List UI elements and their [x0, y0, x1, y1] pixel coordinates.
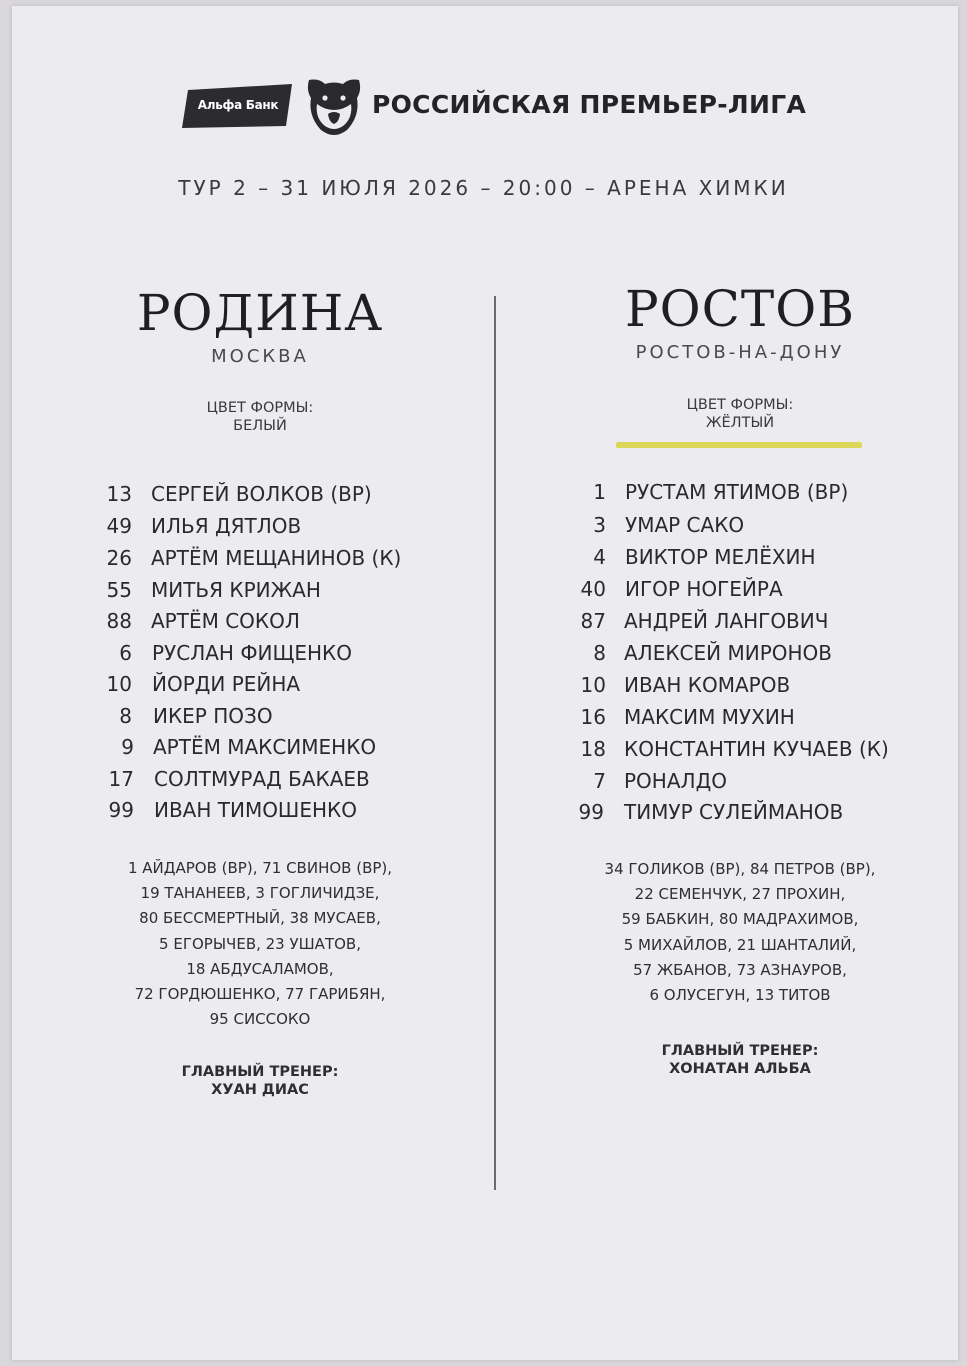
home-player	[50, 641, 470, 673]
away-kit-color-swatch	[616, 442, 862, 448]
player-name: АРТЁМ МАКСИМЕНКО	[153, 735, 377, 759]
player-number: 7	[593, 769, 606, 793]
away-player	[530, 641, 950, 673]
home-player	[50, 767, 470, 799]
away-subs-line: 22 СЕМЕНЧУК, 27 ПРОХИН,	[634, 885, 846, 904]
player-name: ИКЕР ПОЗО	[153, 704, 273, 728]
home-kit-color: БЕЛЫЙ	[233, 418, 287, 434]
player-name: СОЛТМУРАД БАКАЕВ	[154, 767, 370, 791]
player-number: 8	[593, 641, 606, 665]
player-name: ВИКТОР МЕЛЁХИН	[625, 545, 816, 569]
away-player	[530, 673, 950, 705]
away-coach-label: ГЛАВНЫЙ ТРЕНЕР:	[661, 1043, 819, 1059]
home-player	[50, 514, 470, 546]
home-player	[50, 735, 470, 767]
home-team-city: МОСКВА	[211, 346, 309, 367]
player-number: 16	[580, 705, 606, 729]
player-name: ИГОР НОГЕЙРА	[625, 577, 783, 601]
home-subs-line: 95 СИССОКО	[209, 1010, 311, 1029]
player-number: 9	[121, 735, 134, 759]
home-substitutes	[50, 856, 470, 1032]
away-player	[530, 609, 950, 641]
away-team-name: РОСТОВ	[625, 280, 855, 338]
away-subs-line: 6 ОЛУСЕГУН, 13 ТИТОВ	[649, 986, 831, 1005]
away-kit-label: ЦВЕТ ФОРМЫ:	[686, 397, 794, 413]
player-number: 55	[106, 578, 132, 602]
away-coach-name: ХОНАТАН АЛЬБА	[669, 1061, 811, 1077]
header	[0, 74, 967, 144]
player-number: 8	[119, 704, 132, 728]
player-name: КОНСТАНТИН КУЧАЕВ (К)	[624, 737, 889, 761]
player-name: УМАР САКО	[625, 513, 745, 537]
player-number: 6	[119, 641, 132, 665]
player-number: 3	[593, 513, 606, 537]
player-name: СЕРГЕЙ ВОЛКОВ (ВР)	[151, 482, 372, 506]
home-player	[50, 704, 470, 736]
player-name: МАКСИМ МУХИН	[624, 705, 795, 729]
away-subs-line: 34 ГОЛИКОВ (ВР), 84 ПЕТРОВ (ВР),	[604, 860, 876, 878]
player-number: 10	[106, 672, 132, 696]
home-coach-name: ХУАН ДИАС	[211, 1082, 309, 1098]
player-name: ЙОРДИ РЕЙНА	[152, 672, 301, 696]
away-subs-line: 59 БАБКИН, 80 МАДРАХИМОВ,	[621, 910, 859, 929]
player-number: 88	[106, 609, 132, 633]
match-info: ТУР 2 – 31 ИЮЛЯ 2026 – 20:00 – АРЕНА ХИМКИ	[178, 176, 789, 200]
home-kit-label: ЦВЕТ ФОРМЫ:	[206, 400, 314, 416]
sponsor-name: Альфа Банк	[197, 98, 279, 112]
away-subs-line: 57 ЖБАНОВ, 73 АЗНАУРОВ,	[633, 960, 847, 979]
away-player	[530, 480, 950, 512]
player-name: АНДРЕЙ ЛАНГОВИЧ	[624, 609, 829, 633]
player-name: МИТЬЯ КРИЖАН	[151, 578, 321, 602]
player-name: АРТЁМ СОКОЛ	[151, 609, 300, 633]
away-kit	[530, 396, 950, 432]
home-subs-line: 80 БЕССМЕРТНЫЙ, 38 МУСАЕВ,	[139, 909, 381, 928]
home-player	[50, 672, 470, 704]
player-number: 4	[593, 545, 606, 569]
player-name: ИЛЬЯ ДЯТЛОВ	[151, 514, 302, 538]
column-divider	[494, 296, 496, 1190]
away-player	[530, 800, 950, 832]
player-name: ИВАН ТИМОШЕНКО	[154, 798, 357, 822]
home-team-name: РОДИНА	[136, 284, 384, 342]
home-kit	[50, 399, 470, 435]
player-number: 10	[580, 673, 606, 697]
player-name: РУСЛАН ФИЩЕНКО	[152, 641, 352, 665]
player-number: 99	[108, 798, 134, 822]
player-number: 26	[106, 546, 132, 570]
away-player	[530, 577, 950, 609]
home-subs-line: 1 АЙДАРОВ (ВР), 71 СВИНОВ (ВР),	[127, 859, 393, 877]
away-player	[530, 737, 950, 769]
player-number: 49	[106, 514, 132, 538]
away-team-city: РОСТОВ-НА-ДОНУ	[635, 342, 845, 363]
away-player	[530, 769, 950, 801]
home-player	[50, 482, 470, 514]
home-subs-line: 19 ТАНАНЕЕВ, 3 ГОГЛИЧИДЗЕ,	[140, 884, 380, 903]
home-coach	[50, 1063, 470, 1099]
away-subs-line: 5 МИХАЙЛОВ, 21 ШАНТАЛИЙ,	[623, 935, 857, 954]
player-name: РУСТАМ ЯТИМОВ (ВР)	[625, 480, 849, 504]
away-coach	[530, 1042, 950, 1078]
home-subs-line: 5 ЕГОРЫЧЕВ, 23 УШАТОВ,	[159, 934, 361, 953]
home-subs-line: 72 ГОРДЮШЕНКО, 77 ГАРИБЯН,	[134, 985, 386, 1004]
away-player	[530, 705, 950, 737]
away-kit-color: ЖЁЛТЫЙ	[705, 415, 775, 431]
player-name: ТИМУР СУЛЕЙМАНОВ	[624, 800, 844, 824]
league-name: РОССИЙСКАЯ ПРЕМЬЕР-ЛИГА	[372, 90, 807, 119]
away-player	[530, 513, 950, 545]
player-number: 99	[578, 800, 604, 824]
home-coach-label: ГЛАВНЫЙ ТРЕНЕР:	[181, 1064, 339, 1080]
player-number: 17	[108, 767, 134, 791]
player-name: АЛЕКСЕЙ МИРОНОВ	[624, 641, 832, 665]
away-player	[530, 545, 950, 577]
home-subs-line: 18 АБДУСАЛАМОВ,	[186, 959, 334, 978]
home-player	[50, 609, 470, 641]
bear-logo-icon	[303, 74, 365, 140]
player-number: 13	[106, 482, 132, 506]
player-number: 1	[593, 480, 606, 504]
player-name: ИВАН КОМАРОВ	[624, 673, 791, 697]
home-player	[50, 578, 470, 610]
player-name: АРТЁМ МЕЩАНИНОВ (К)	[151, 546, 402, 570]
away-substitutes	[530, 857, 950, 1008]
home-player	[50, 798, 470, 830]
player-number: 40	[580, 577, 606, 601]
player-number: 18	[580, 737, 606, 761]
player-name: РОНАЛДО	[624, 769, 727, 793]
home-player	[50, 546, 470, 578]
player-number: 87	[580, 609, 606, 633]
